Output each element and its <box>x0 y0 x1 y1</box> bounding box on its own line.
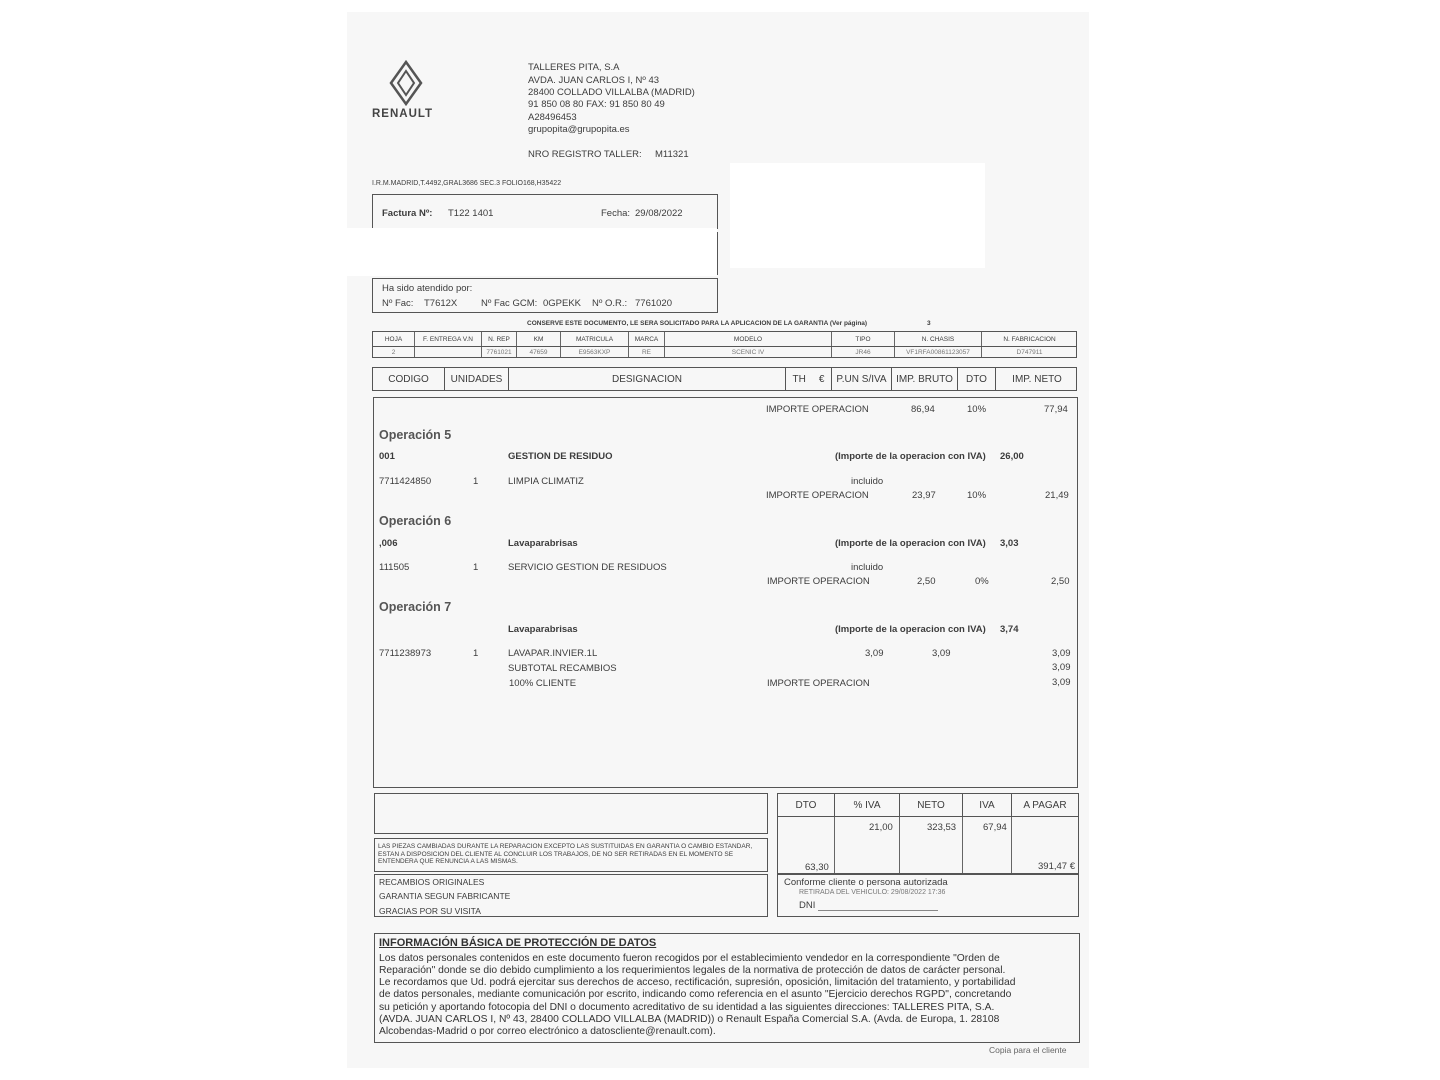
op6-desc: Lavaparabrisas <box>508 538 578 549</box>
notice-text: LAS PIEZAS CAMBIADAS DURANTE LA REPARACION EXCEPTO LAS SUSTITUIDAS EN GARANTIA O CAMBIO ESTANDAR, ESTAN A DISPOSICION DEL CLIENTE AL CONCLUIR LOS TRABAJOS, DE NO SER RETIRADAS EN EL MOMENTO SE ENTENDERA QUE RENUNCIA A LAS MISMAS. <box>378 843 753 865</box>
client-redaction <box>345 228 717 276</box>
sum-total: 391,47 € <box>1038 861 1075 872</box>
op5-item-units: 1 <box>473 476 479 487</box>
footer-left-1: RECAMBIOS ORIGINALES <box>379 877 485 887</box>
sum-col-iva-pct: % IVA <box>835 794 900 816</box>
op5-iva-label: (Importe de la operacion con IVA) <box>835 451 986 462</box>
footer-left-2: GARANTIA SEGUN FABRICANTE <box>379 891 511 901</box>
vv-km: 47659 <box>517 347 561 357</box>
company-address2: 28400 COLLADO VILLALBA (MADRID) <box>528 87 695 98</box>
op6-importe-label: IMPORTE OPERACION <box>767 576 870 587</box>
vv-modelo: SCENIC IV <box>665 347 832 357</box>
sum-col-pagar: A PAGAR <box>1023 799 1067 811</box>
op6-incluido: incluido <box>851 562 884 573</box>
or-value: 7761020 <box>635 298 672 309</box>
op6-title: Operación 6 <box>379 514 452 528</box>
op7-neto: 3,09 <box>1052 648 1071 659</box>
col-bruto: IMP. BRUTO <box>892 368 958 390</box>
vv-tipo: JR46 <box>832 347 895 357</box>
col-pun: P.UN S/IVA <box>832 368 892 390</box>
op7-subtotal-label: SUBTOTAL RECAMBIOS <box>508 663 617 674</box>
op6-item-code: 111505 <box>379 562 410 573</box>
sum-divider-3 <box>962 817 963 873</box>
op7-item-desc: LAVAPAR.INVIER.1L <box>508 648 598 659</box>
conforme-label: Conforme cliente o persona autorizada <box>784 877 948 888</box>
op6-iva-value: 3,03 <box>1000 538 1019 549</box>
col-designacion: DESIGNACION <box>509 368 786 390</box>
top-importe-neto: 77,94 <box>1044 404 1068 415</box>
top-importe-dto: 10% <box>967 404 987 415</box>
gcm-label: Nº Fac GCM: <box>481 298 538 309</box>
op7-importe-label: IMPORTE OPERACION <box>767 678 870 689</box>
vh-marca: MARCA <box>629 332 665 346</box>
col-unidades: UNIDADES <box>445 368 509 390</box>
op7-item-units: 1 <box>473 648 479 659</box>
vh-hoja: HOJA <box>373 332 415 346</box>
op6-neto: 2,50 <box>1051 576 1070 587</box>
warranty-page: 3 <box>927 320 931 327</box>
sum-neto: 323,53 <box>927 822 957 833</box>
col-euro-label: € <box>818 373 825 385</box>
company-cif: A28496453 <box>528 112 577 123</box>
op7-cliente-label: 100% CLIENTE <box>509 678 577 689</box>
sum-iva-pct: 21,00 <box>869 822 893 833</box>
fecha-value: 29/08/2022 <box>635 208 683 219</box>
vv-nrep: 7761021 <box>482 347 517 357</box>
op5-bruto: 23,97 <box>912 490 936 501</box>
op5-desc: GESTION DE RESIDUO <box>508 451 613 462</box>
col-codigo: CODIGO <box>373 368 445 390</box>
vh-km: KM <box>517 332 561 346</box>
company-email: grupopita@grupopita.es <box>528 124 630 135</box>
lines-header <box>372 367 1077 391</box>
vh-chasis: N. CHASIS <box>895 332 982 346</box>
vehicle-table-header <box>372 331 1077 346</box>
op6-iva-label: (Importe de la operacion con IVA) <box>835 538 986 549</box>
op5-item-code: 7711424850 <box>379 476 432 487</box>
company-phone: 91 850 08 80 FAX: 91 850 80 49 <box>528 99 665 110</box>
vh-nrep: N. REP <box>482 332 517 346</box>
observaciones-box <box>374 793 768 834</box>
vv-hoja: 2 <box>373 347 415 357</box>
sum-divider-4 <box>1011 817 1012 873</box>
privacy-line-2: Reparación" donde se dio debido cumplimiento a los requerimientos legales de la normativa de protección de datos de carácter personal. <box>379 965 1006 976</box>
vv-fabricacion: D747911 <box>1016 348 1043 356</box>
op7-iva-value: 3,74 <box>1000 624 1019 635</box>
copy-note: Copia para el cliente <box>989 1045 1067 1055</box>
op6-item-desc: SERVICIO GESTION DE RESIDUOS <box>508 562 667 573</box>
address-redaction <box>730 163 985 268</box>
op5-iva-value: 26,00 <box>1000 451 1024 462</box>
brand-name: RENAULT <box>372 108 434 120</box>
op6-item-units: 1 <box>473 562 479 573</box>
retirada-label: RETIRADA DEL VEHICULO: 29/08/2022 17:36 <box>799 889 946 896</box>
registro-label: NRO REGISTRO TALLER: <box>528 149 642 160</box>
vv-chasis: VF1RFA00861123057 <box>895 347 982 357</box>
op7-pun: 3,09 <box>865 648 884 659</box>
vh-tipo: TIPO <box>832 332 895 346</box>
op5-dto: 10% <box>967 490 987 501</box>
nfac-label: Nº Fac: <box>382 298 414 309</box>
col-neto: IMP. NETO <box>1012 373 1062 385</box>
factura-value: T122 1401 <box>448 208 494 219</box>
vv-marca: RE <box>629 347 665 357</box>
vh-matricula: MATRICULA <box>561 332 629 346</box>
privacy-line-1: Los datos personales contenidos en este documento fueron recogidos por el establecimiento vendedor en la correspondiente "Orden de <box>379 953 1000 964</box>
company-name: TALLERES PITA, S.A <box>528 62 620 73</box>
summary-header <box>777 793 1079 817</box>
op5-importe-label: IMPORTE OPERACION <box>766 490 869 501</box>
op7-desc: Lavaparabrisas <box>508 624 578 635</box>
fecha-label: Fecha: <box>601 208 631 219</box>
privacy-title: INFORMACIÓN BÁSICA DE PROTECCIÓN DE DATOS <box>379 937 657 949</box>
dni-line <box>818 910 938 911</box>
vehicle-table-row <box>372 346 1077 358</box>
op5-neto: 21,49 <box>1045 490 1069 501</box>
col-th-label: TH <box>792 373 806 385</box>
privacy-line-4: de datos personales, mediante comunicación por escrito, indicando como referencia en el asunto "Ejercicio derechos RGPD", concretando <box>379 989 1012 1000</box>
sum-divider-2 <box>899 817 900 873</box>
op5-item-desc: LIMPIA CLIMATIZ <box>508 476 584 487</box>
op6-dto: 0% <box>975 576 989 587</box>
op5-title: Operación 5 <box>379 428 452 442</box>
vh-entrega: F. ENTREGA V.N <box>415 332 482 346</box>
nfac-value: T7612X <box>424 298 458 309</box>
top-importe-label: IMPORTE OPERACION <box>766 404 869 415</box>
gcm-value: 0GPEKK <box>543 298 582 309</box>
privacy-line-7: Alcobendas-Madrid o por correo electrónico a datoscliente@renault.com). <box>379 1026 716 1037</box>
privacy-line-3: Le recordamos que Ud. podrá ejercitar sus derechos de acceso, rectificación, supresión, oposición, limitación del tratamiento, y portabilidad <box>379 977 1016 988</box>
or-label: Nº O.R.: <box>592 298 628 309</box>
privacy-line-5: su petición y aportando fotocopia del DNI o documento acreditativo de su identidad a las siguientes direcciones: TALLERES PITA, S.A. <box>379 1002 995 1013</box>
op7-iva-label: (Importe de la operacion con IVA) <box>835 624 986 635</box>
op7-importe-value: 3,09 <box>1052 677 1071 688</box>
op7-title: Operación 7 <box>379 600 452 614</box>
registro-value: M11321 <box>655 149 689 160</box>
vh-modelo: MODELO <box>665 332 832 346</box>
op5-code: 001 <box>379 451 395 462</box>
op5-incluido: incluido <box>851 476 884 487</box>
sum-col-dto: DTO <box>778 794 835 816</box>
company-address1: AVDA. JUAN CARLOS I, Nº 43 <box>528 75 660 86</box>
op7-bruto: 3,09 <box>932 648 951 659</box>
footer-left-3: GRACIAS POR SU VISITA <box>379 906 481 916</box>
col-dto: DTO <box>958 368 996 390</box>
top-importe-bruto: 86,94 <box>911 404 935 415</box>
dni-label: DNI <box>799 900 816 911</box>
warranty-note: CONSERVE ESTE DOCUMENTO, LE SERA SOLICITADO PARA LA APLICACION DE LA GARANTIA (Ver página) <box>527 320 868 327</box>
sum-dto: 63,30 <box>805 862 829 873</box>
sum-divider-1 <box>834 817 835 873</box>
factura-label: Factura Nº: <box>382 208 433 219</box>
op7-item-code: 7711238973 <box>379 648 432 659</box>
op7-subtotal-value: 3,09 <box>1052 662 1071 673</box>
op6-code: ,006 <box>379 538 398 549</box>
privacy-line-6: (AVDA. JUAN CARLOS I, Nº 43, 28400 COLLADO VILLALBA (MADRID)) o Renault España Comercial S.A. (Avda. de Europa, 1. 28108 <box>379 1014 1000 1025</box>
sum-col-neto: NETO <box>900 794 963 816</box>
vh-fabricacion: N. FABRICACION <box>1003 335 1056 343</box>
col-th <box>786 368 832 390</box>
attended-label: Ha sido atendido por: <box>382 283 473 294</box>
mercantil-registry: I.R.M.MADRID,T.4492,GRAL3686 SEC.3 FOLIO168,H35422 <box>372 180 562 187</box>
sum-iva: 67,94 <box>983 822 1007 833</box>
op6-bruto: 2,50 <box>917 576 936 587</box>
sum-col-iva: IVA <box>963 794 1012 816</box>
renault-logo-icon <box>388 60 424 106</box>
vv-matricula: E9563KXP <box>561 347 629 357</box>
vv-entrega <box>415 347 482 357</box>
